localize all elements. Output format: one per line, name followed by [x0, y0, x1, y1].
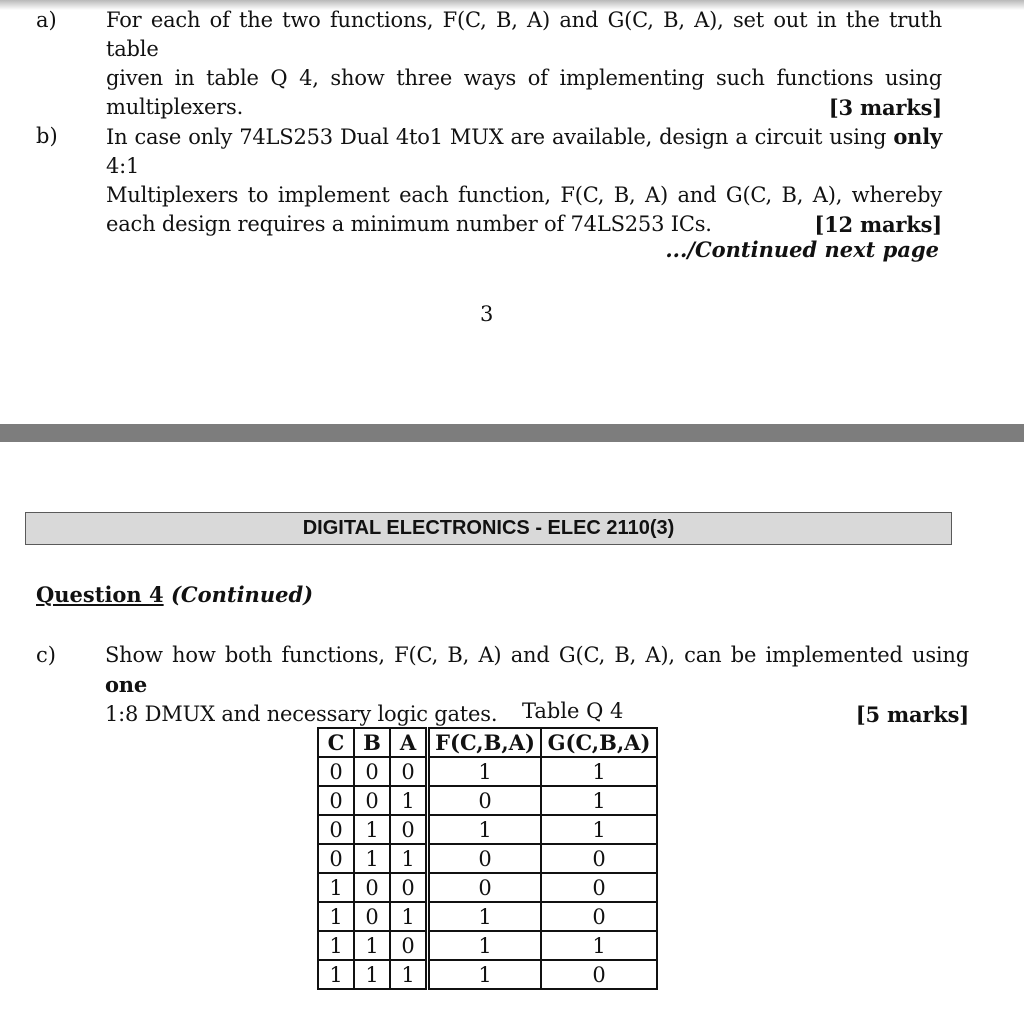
cell-g: 1 [541, 786, 657, 815]
cell-a: 0 [390, 757, 428, 786]
document-page-3 [0, 0, 1024, 424]
header-f: F(C,B,A) [428, 728, 542, 757]
continued-next-page: .../Continued next page [665, 237, 939, 262]
part-a-line-1: For each of the two functions, F(C, B, A) and G(C, B, A), set out in the truth table [106, 8, 942, 61]
cell-g: 0 [541, 844, 657, 873]
question-heading-prefix: Question [36, 582, 150, 607]
header-g: G(C,B,A) [541, 728, 657, 757]
cell-f: 0 [428, 873, 542, 902]
part-c-line-2-text: 1:8 DMUX and necessary logic gates. [105, 702, 498, 726]
cell-a: 0 [390, 931, 428, 960]
page-divider [0, 424, 1024, 442]
page-number: 3 [480, 302, 494, 326]
part-b-line-1-bold: only [893, 124, 942, 149]
table-header-row [318, 728, 657, 757]
cell-b: 1 [354, 844, 390, 873]
header-b: B [354, 728, 390, 757]
truth-table [317, 727, 658, 990]
course-header: DIGITAL ELECTRONICS - ELEC 2110(3) [25, 512, 952, 545]
cell-g: 1 [541, 815, 657, 844]
cell-c: 0 [318, 815, 354, 844]
cell-c: 0 [318, 757, 354, 786]
cell-c: 1 [318, 873, 354, 902]
part-a-line-2: given in table Q 4, show three ways of implementing such functions using [106, 66, 942, 90]
part-a-marks: [3 marks] [828, 95, 942, 120]
cell-c: 0 [318, 786, 354, 815]
cell-c: 1 [318, 931, 354, 960]
cell-f: 1 [428, 960, 542, 989]
part-b-line-1 [106, 122, 942, 181]
part-b-marks: [12 marks] [814, 212, 942, 237]
question-heading [36, 582, 313, 607]
cell-g: 1 [541, 757, 657, 786]
cell-f: 1 [428, 931, 542, 960]
header-c: C [318, 728, 354, 757]
part-b-line-3-text: each design requires a minimum number of 74LS253 ICs. [106, 212, 712, 236]
cell-a: 0 [390, 815, 428, 844]
cell-f: 1 [428, 902, 542, 931]
cell-f: 0 [428, 844, 542, 873]
question-part-b [36, 122, 942, 237]
part-b-line-1-end: 4:1 [106, 154, 140, 178]
part-b-line-2: Multiplexers to implement each function, F(C, B, A) and G(C, B, A), whereby [106, 183, 942, 207]
table-caption: Table Q 4 [522, 699, 624, 723]
part-b-label: b) [36, 124, 58, 148]
cell-g: 1 [541, 931, 657, 960]
cell-f: 1 [428, 757, 542, 786]
cell-b: 1 [354, 931, 390, 960]
cell-b: 0 [354, 902, 390, 931]
table-row [318, 873, 657, 902]
cell-f: 1 [428, 815, 542, 844]
cell-a: 1 [390, 960, 428, 989]
cell-c: 1 [318, 960, 354, 989]
table-row [318, 902, 657, 931]
cell-b: 0 [354, 873, 390, 902]
part-a-line-3-text: multiplexers. [106, 95, 244, 119]
cell-a: 1 [390, 902, 428, 931]
table-row [318, 844, 657, 873]
part-c-line-1 [105, 641, 969, 700]
part-c-line-1-bold: one [105, 672, 148, 697]
table-row [318, 815, 657, 844]
part-b-line-1-start: In case only 74LS253 Dual 4to1 MUX are available, design a circuit using [106, 125, 894, 149]
question-number: 4 [149, 582, 164, 607]
part-c-marks: [5 marks] [855, 702, 969, 727]
part-a-label: a) [36, 8, 57, 32]
cell-a: 1 [390, 844, 428, 873]
table-row [318, 786, 657, 815]
cell-a: 0 [390, 873, 428, 902]
header-a: A [390, 728, 428, 757]
part-c-label: c) [36, 643, 56, 667]
part-b-line-3 [106, 210, 942, 239]
cell-g: 0 [541, 960, 657, 989]
table-row [318, 960, 657, 989]
cell-b: 0 [354, 786, 390, 815]
part-a-line-3 [106, 93, 942, 122]
table-row [318, 757, 657, 786]
cell-b: 1 [354, 960, 390, 989]
cell-b: 0 [354, 757, 390, 786]
part-b-text [106, 122, 942, 239]
question-continued: (Continued) [163, 582, 314, 607]
part-a-text [106, 6, 942, 122]
cell-g: 0 [541, 873, 657, 902]
question-part-a [36, 6, 942, 120]
cell-a: 1 [390, 786, 428, 815]
cell-b: 1 [354, 815, 390, 844]
cell-c: 1 [318, 902, 354, 931]
cell-f: 0 [428, 786, 542, 815]
cell-g: 0 [541, 902, 657, 931]
part-c-line-1-start: Show how both functions, F(C, B, A) and G(C, B, A), can be implemented using [105, 643, 969, 667]
table-row [318, 931, 657, 960]
cell-c: 0 [318, 844, 354, 873]
